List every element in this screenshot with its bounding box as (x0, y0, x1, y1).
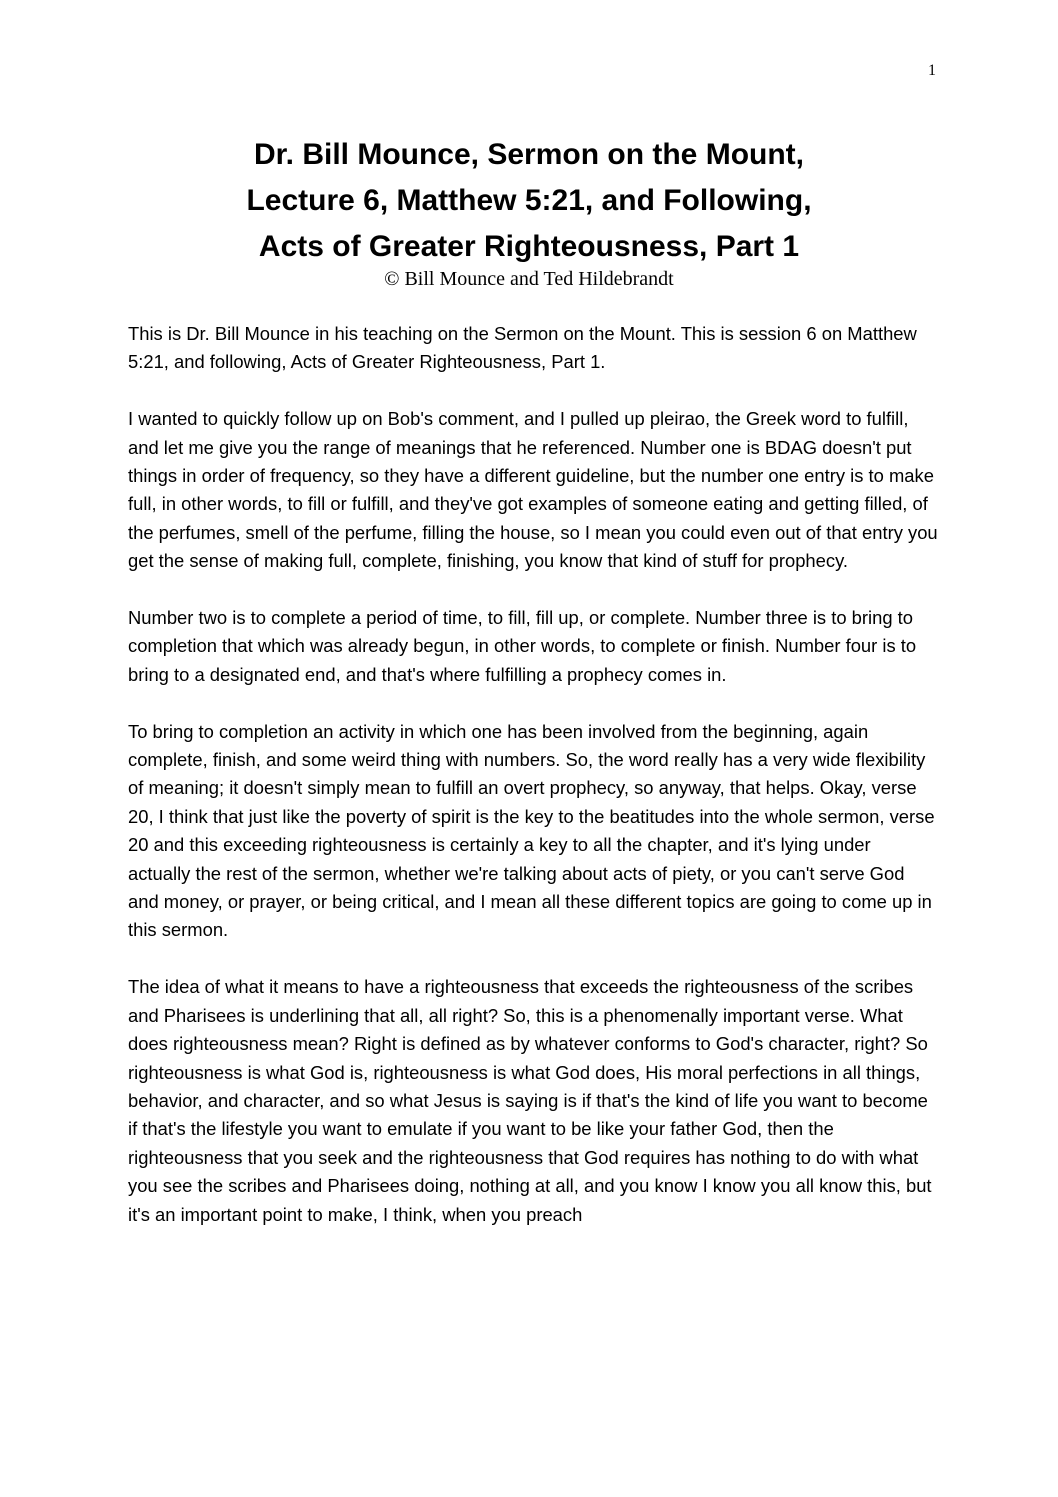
paragraph-intro: This is Dr. Bill Mounce in his teaching on the Sermon on the Mount. This is session 6 on Matthew 5:21, and following, Acts of Greater Righteousness, Part 1. (128, 323, 917, 373)
paragraph-pleirao: I wanted to quickly follow up on Bob's comment, and I pulled up pleirao, the Greek word to fulfill, and let me give you the range of meanings that he referenced. Number one is BDAG doesn't put things in order of frequency, so they have a different guideline, but the number one entry is to make full, in other words, to fill or fulfill, and they've got examples of someone eating and getting filled, of the perfumes, smell of the perfume, filling the house, so I mean you could even out of that entry you get the sense of making full, complete, finishing, you know that kind of stuff for prophecy. (128, 408, 938, 572)
paragraph-meanings: Number two is to complete a period of time, to fill, fill up, or complete. Number three is to bring to completion that which was already begun, in other words, to complete or finish. Number four is to bring to a designated end, and that's where fulfilling a prophecy comes in. (128, 607, 917, 685)
page-number: 1 (928, 62, 936, 79)
title-line-3: Acts of Greater Righteousness, Part 1 (258, 230, 800, 263)
title-block (0, 132, 1058, 292)
title-line-2: Lecture 6, Matthew 5:21, and Following, (246, 184, 812, 217)
copyright-line: © Bill Mounce and Ted Hildebrandt (384, 268, 674, 290)
document-body (128, 320, 938, 1257)
title-line-1: Dr. Bill Mounce, Sermon on the Mount, (253, 138, 804, 171)
paragraph-completion: To bring to completion an activity in which one has been involved from the beginning, again complete, finish, and some weird thing with numbers. So, the word really has a very wide flexibility of meaning; it doesn't simply mean to fulfill an overt prophecy, so anyway, that helps. Okay, verse 20, I think that just like the poverty of spirit is the key to the beatitudes into the whole sermon, verse 20 and this exceeding righteousness is certainly a key to all the chapter, and it's lying under actually the rest of the sermon, whether we're talking about acts of piety, or you can't serve God and money, or prayer, or being critical, and I mean all these different topics are going to come up in this sermon. (128, 720, 935, 941)
paragraph-righteousness: The idea of what it means to have a righteousness that exceeds the righteousness of the scribes and Pharisees is underlining that all, all right? So, this is a phenomenally important verse. What does righteousness mean? Right is defined as by whatever conforms to God's character, right? So righteousness is what God is, righteousness is what God does, His moral perfections in all things, behavior, and character, and so what Jesus is saying is if that's the kind of life you want to become if that's the lifestyle you want to emulate if you want to be like your father God, then the righteousness that you seek and the righteousness that God requires has nothing to do with what you see the scribes and Pharisees doing, nothing at all, and you know I know you all know this, but it's an important point to make, I think, when you preach (128, 976, 932, 1225)
